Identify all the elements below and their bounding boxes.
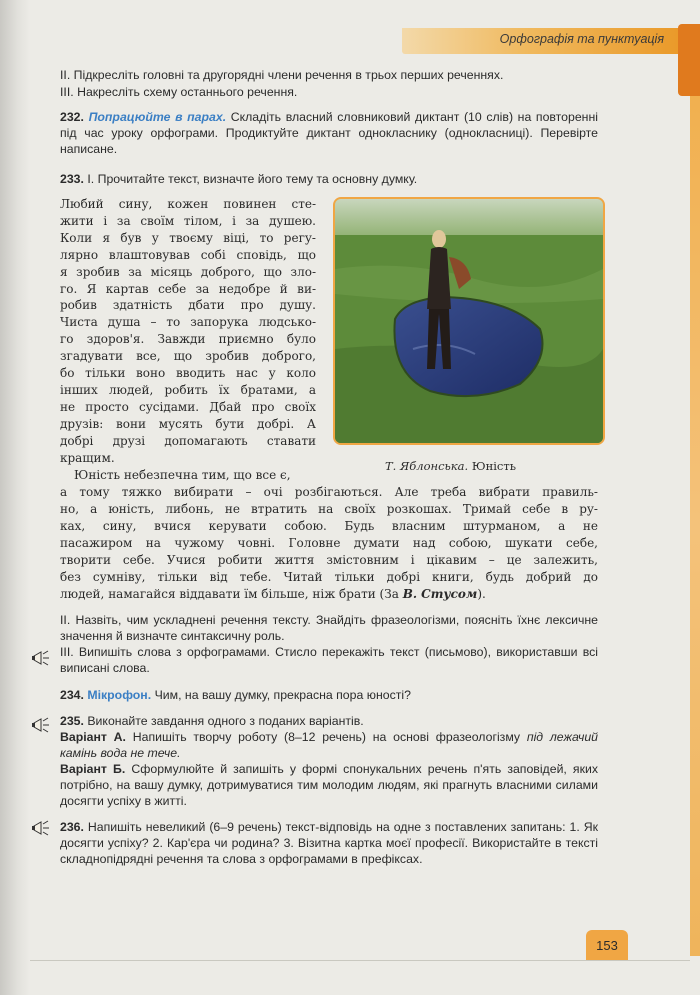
text-line: а тому тяжко вибирати – очі розбігаються. Але треба вибрати правиль-: [60, 485, 598, 499]
reading-text-paragraph-2-last: [60, 586, 598, 603]
exercise-234: [60, 688, 598, 704]
text-line: но, а юність, либонь, не втратить на своїх розкошах. Тримай себе в ру-: [60, 501, 598, 516]
text-line: Любий сину, кожен повинен сте-: [60, 197, 316, 211]
text-line: згадувати все, що зробив доброго,: [60, 349, 316, 364]
text-line: лярно влаштовував собі сповідь, що: [60, 247, 316, 262]
text-line: без сумніву, тільки від тебе. Читай тільки добрі книги, будь добрий до: [60, 569, 598, 584]
exercise-text: Чим, на вашу думку, прекрасна пора юності?: [154, 688, 411, 702]
variant-text: Напишіть творчу роботу (8–12 речень) на основі фразеологізму: [132, 730, 521, 744]
text-line: пасажиром на чужому човні. Головне думати над собою, шукати себе,: [60, 535, 598, 550]
exercise-232: [60, 110, 598, 157]
variant-phrase: під лежачий камінь вода не тече.: [60, 730, 599, 760]
variant-label: Варіант А.: [60, 730, 126, 744]
text-line: Чиста душа – то запорука людсько-: [60, 315, 316, 330]
exercise-text: Виконайте завдання одного з поданих варіантів.: [87, 714, 364, 728]
exercise-text: І. Прочитайте текст, визначте його тему та основну думку.: [87, 172, 418, 186]
intro-task-3: III. Накресліть схему останнього речення.: [60, 85, 298, 99]
reading-text-paragraph-1: [60, 196, 316, 467]
exercise-number: 235.: [60, 714, 84, 728]
text-line: Коли я був у твоєму віці, то регу-: [60, 230, 316, 245]
chapter-edge-tab: [678, 24, 700, 96]
text-line: інших людей, робить їх братами, а: [60, 382, 316, 397]
exercise-235-variant-b: [60, 762, 598, 809]
variant-label: Варіант Б.: [60, 762, 126, 776]
page-binding-shadow: [0, 0, 30, 995]
exercise-text: Напишіть невеликий (6–9 речень) текст-відповідь на одне з поставлених запитань: 1. Як досягти успіху? 2. Кар'єра чи родина? 3. Візитна картка моєї професії. Використайте в тексті складнопідрядні речення та слова з орфограмами в префіксах.: [60, 820, 599, 866]
exercise-236: [60, 820, 598, 867]
exercise-text: Складіть власний словниковий диктант (10 слів) на повторенні під час уроку орфограми. Продиктуйте диктант однокласнику (однокласниці). Перевірте написане.: [60, 110, 598, 156]
exercise-number: 234.: [60, 688, 84, 702]
source-author: В. Стусом: [402, 587, 478, 601]
text-line: жити і за своїм тілом, і за душею.: [60, 213, 316, 228]
megaphone-icon: [31, 818, 51, 838]
text-line: [60, 586, 598, 603]
exercise-235-variant-a: [60, 730, 598, 762]
page-bottom-line: [30, 960, 690, 961]
text-line: я зробив за місяць доброго, що зло-: [60, 264, 316, 279]
text-line: творити себе. Учися робити життя змістовним і цікавим – це залежить,: [60, 552, 598, 567]
exercise-233-task-2: II. Назвіть, чим ускладнені речення тексту. Знайдіть фразеологізми, поясніть їхнє лексичне значення й визначте синтаксичну роль.: [60, 613, 598, 643]
text-line: робив здатність дбати про душу.: [60, 298, 316, 313]
text-line: не просто сусідами. Дбай про своїх: [60, 399, 316, 414]
reading-text-paragraph-2: [60, 484, 598, 585]
reading-text-paragraph-2-start: [60, 467, 316, 484]
text-fragment: ).: [477, 587, 486, 601]
megaphone-icon: [31, 648, 51, 668]
text-line: го. Я картав себе за недобре й ви-: [60, 281, 316, 296]
painting-illustration: [335, 199, 603, 443]
text-line: Юність небезпечна тим, що все є,: [74, 468, 291, 482]
page-number: 153: [596, 938, 618, 953]
intro-task-2: II. Підкресліть головні та другорядні члени речення в трьох перших реченнях.: [60, 68, 504, 82]
exercise-233-task-1: [60, 172, 598, 188]
megaphone-icon: [31, 715, 51, 735]
exercise-heading: Мікрофон.: [87, 688, 152, 702]
exercise-235: [60, 714, 598, 730]
text-line: го здоров'я. Завжди приємно було: [60, 332, 316, 347]
exercise-number: 233.: [60, 172, 84, 186]
text-line: друзів: вони мусять бути добрі. А: [60, 416, 316, 431]
text-line: бо тільки воно вводить нас у коло: [60, 366, 316, 381]
exercise-number: 232.: [60, 110, 84, 124]
page-header-title: Орфографія та пунктуація: [499, 32, 664, 46]
exercise-233-task-3: III. Випишіть слова з орфограмами. Стисло перекажіть текст (письмово), використавши всі виписані слова.: [60, 645, 598, 675]
exercise-number: 236.: [60, 820, 84, 834]
text-line: ках, сину, вчися керувати собою. Будь власним штурманом, а не: [60, 518, 598, 533]
variant-text: Сформулюйте й запишіть у формі спонукальних речень п'ять заповідей, яких потрібно, на вашу думку, дотримуватися тим молодим людям, які прагнуть власними силами досягти успіху в житті.: [60, 762, 598, 808]
text-line: кращим.: [60, 450, 115, 465]
text-fragment: людей, намагайся віддавати їм більше, ніж брати (За: [60, 587, 403, 601]
painting-author: Т. Яблонська.: [385, 459, 469, 473]
painting-caption: [385, 459, 585, 473]
text-line: добрі друзі допомагають ставати: [60, 433, 316, 448]
page-edge-strip: [690, 96, 700, 956]
exercise-heading: Попрацюйте в парах.: [88, 110, 227, 124]
painting-image: [333, 197, 605, 445]
painting-title: Юність: [471, 459, 516, 473]
